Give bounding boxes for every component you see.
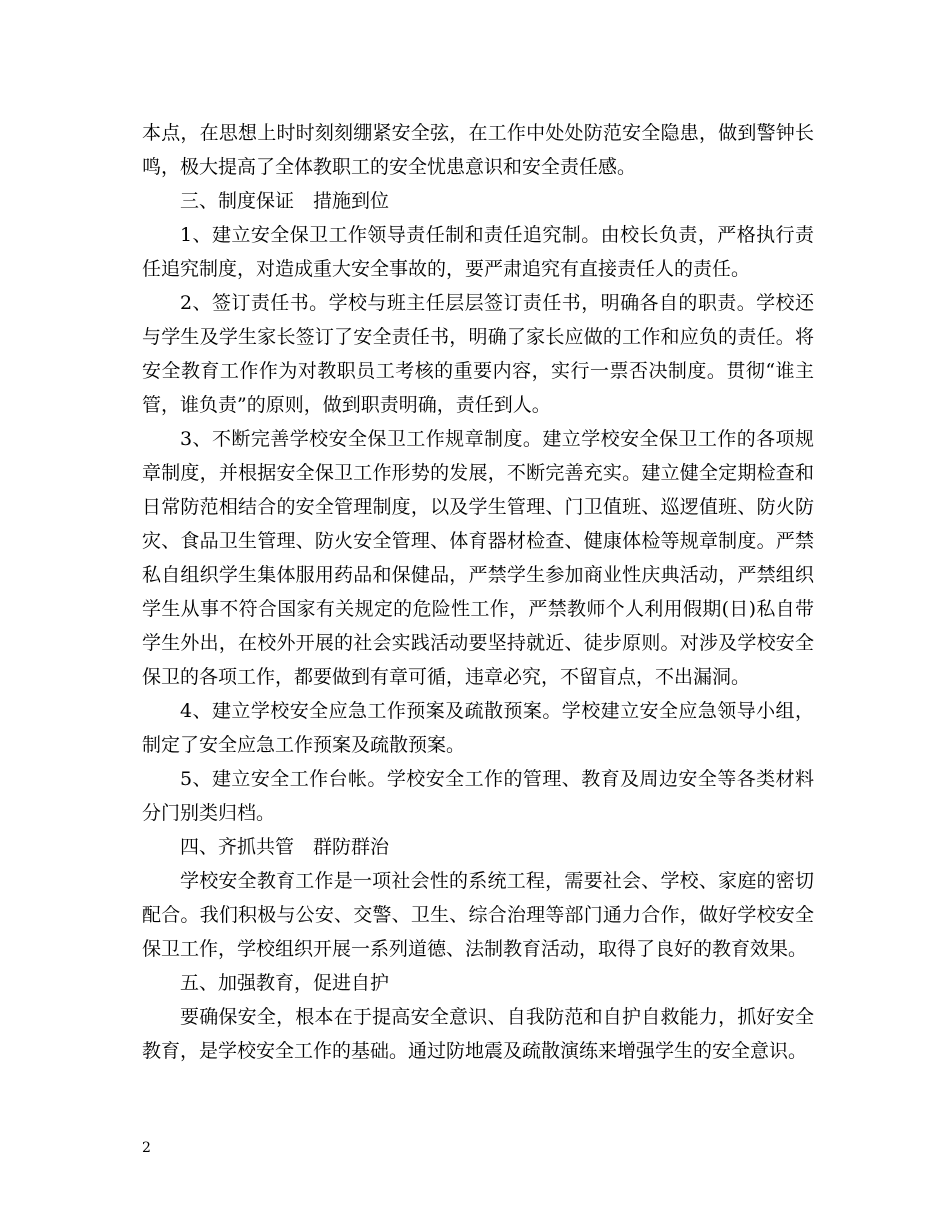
paragraph-item-1: 1、建立安全保卫工作领导责任制和责任追究制。由校长负责，严格执行责任追究制度，对造成重大安全事故的，要严肃追究有直接责任人的责任。 [142,224,814,280]
paragraph-item-2: 2、签订责任书。学校与班主任层层签订责任书，明确各自的职责。学校还与学生及学生家长签订了安全责任书，明确了家长应做的工作和应负的责任。将安全教育工作作为对教职员工考核的重要内容，实行一票否决制度。贯彻“谁主管，谁负责”的原则，做到职责明确，责任到人。 [142,292,814,416]
section-heading-5: 五、加强教育，促进自护 [180,972,390,994]
paragraph-item-4: 4、建立学校安全应急工作预案及疏散预案。学校建立安全应急领导小组，制定了安全应急工作预案及疏散预案。 [142,700,814,756]
section-heading-4: 四、齐抓共管 群防群治 [180,836,390,858]
paragraph-item-5: 5、建立安全工作台帐。学校安全工作的管理、教育及周边安全等各类材料分门别类归档。 [142,768,814,824]
paragraph-1: 本点，在思想上时时刻刻绷紧安全弦，在工作中处处防范安全隐患，做到警钟长鸣，极大提高了全体教职工的安全忧患意识和安全责任感。 [142,122,814,178]
paragraph-item-3: 3、不断完善学校安全保卫工作规章制度。建立学校安全保卫工作的各项规章制度，并根据安全保卫工作形势的发展，不断完善充实。建立健全定期检查和日常防范相结合的安全管理制度，以及学生管理、门卫值班、巡逻值班、防火防灾、食品卫生管理、防火安全管理、体育器材检查、健康体检等规章制度。严禁私自组织学生集体服用药品和保健品，严禁学生参加商业性庆典活动，严禁组织学生从事不符合国家有关规定的危险性工作，严禁教师个人利用假期(日)私自带学生外出，在校外开展的社会实践活动要坚持就近、徒步原则。对涉及学校安全保卫的各项工作，都要做到有章可循，违章必究，不留盲点，不出漏洞。 [142,428,814,688]
page-number: 2 [142,1140,151,1156]
section-heading-3: 三、制度保证 措施到位 [180,190,390,212]
paragraph-cooperation: 学校安全教育工作是一项社会性的系统工程，需要社会、学校、家庭的密切配合。我们积极与公安、交警、卫生、综合治理等部门通力合作，做好学校安全保卫工作，学校组织开展一系列道德、法制教育活动，取得了良好的教育效果。 [142,870,814,960]
document-body [142,116,814,1068]
paragraph-education: 要确保安全，根本在于提高安全意识、自我防范和自护自救能力，抓好安全教育，是学校安全工作的基础。通过防地震及疏散演练来增强学生的安全意识。 [142,1006,814,1062]
